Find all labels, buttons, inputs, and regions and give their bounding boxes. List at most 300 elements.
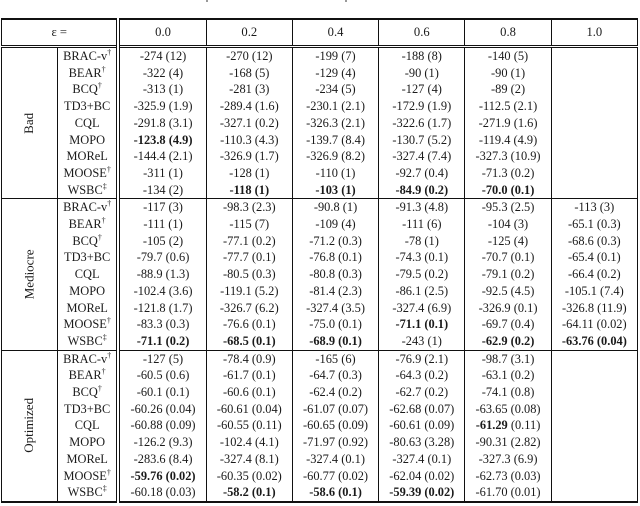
value-text: -326.8 (11.9) (562, 300, 627, 315)
value-text: -69.7 (0.4) (481, 317, 535, 332)
value-text: -62.73 (0.03) (475, 468, 541, 483)
method-name: BCQ (72, 82, 98, 97)
table-row (2, 401, 638, 418)
value-text: -111 (1) (143, 217, 183, 232)
value-cell (118, 65, 206, 82)
method-cell (57, 283, 118, 300)
value-text: -327.4 (0.1) (392, 451, 452, 466)
value-cell (379, 333, 465, 350)
method-footnote-mark: ‡ (102, 332, 107, 342)
value-cell (118, 132, 206, 149)
value-text: -325.9 (1.9) (133, 99, 193, 114)
table-row (2, 216, 638, 233)
method-name: BRAC-v (63, 351, 108, 366)
method-footnote-mark: † (97, 384, 102, 394)
value-cell (465, 451, 551, 468)
value-text: -81.4 (2.3) (309, 283, 362, 298)
value-cell (118, 350, 206, 367)
method-name: BCQ (72, 233, 98, 248)
value-text: -326.9 (1.7) (219, 149, 279, 164)
table-row (2, 182, 638, 199)
best-value: -68.5 (0.1) (222, 333, 276, 348)
method-cell (57, 367, 118, 384)
value-cell (465, 199, 551, 216)
value-text: -92.5 (4.5) (481, 283, 535, 298)
value-cell (118, 300, 206, 317)
value-text: -79.1 (0.2) (481, 267, 535, 282)
value-cell (465, 401, 551, 418)
value-text: -79.5 (0.2) (395, 267, 449, 282)
value-text: -270 (12) (226, 49, 273, 63)
value-cell (379, 468, 465, 485)
value-cell (379, 148, 465, 165)
value-cell (465, 65, 551, 82)
value-text: -127 (4) (401, 82, 442, 97)
group-label-mediocre (2, 199, 58, 350)
value-cell (118, 384, 206, 401)
value-text: -105 (2) (142, 233, 184, 248)
value-cell (206, 266, 292, 283)
value-text: -60.35 (0.02) (216, 468, 282, 483)
value-text: -134 (2) (142, 182, 184, 197)
value-cell (292, 350, 378, 367)
group-label-optimized (2, 350, 58, 502)
value-text: -62.68 (0.07) (389, 401, 455, 416)
value-cell (118, 249, 206, 266)
value-cell (206, 199, 292, 216)
value-cell (206, 98, 292, 115)
method-name: BCQ (72, 385, 98, 400)
value-cell (118, 451, 206, 468)
value-cell (465, 384, 551, 401)
value-text: -110 (1) (315, 165, 356, 180)
value-text: -89 (2) (491, 82, 526, 97)
value-text: -283.6 (8.4) (133, 451, 193, 466)
value-text: -327.3 (10.9) (475, 149, 541, 164)
value-text: -75.0 (0.1) (309, 317, 362, 332)
value-text: -62.7 (0.2) (395, 385, 449, 400)
value-text: -128 (1) (229, 165, 270, 180)
table-row (2, 98, 638, 115)
col-header-0.8: 0.8 (465, 19, 551, 47)
method-name: WSBC (67, 485, 103, 500)
value-text: -71.3 (0.2) (481, 165, 535, 180)
value-cell (379, 451, 465, 468)
best-value: -59.76 (0.02) (130, 468, 196, 483)
value-cell (118, 333, 206, 350)
table-row (2, 266, 638, 283)
value-text: -327.4 (8.1) (219, 451, 279, 466)
method-cell (57, 266, 118, 283)
method-name: MOReL (66, 300, 108, 315)
value-text: -281 (3) (229, 82, 270, 97)
value-cell (118, 115, 206, 132)
value-cell (206, 216, 292, 233)
method-name: MOOSE (63, 317, 107, 332)
value-cell (118, 401, 206, 418)
value-text: -274 (12) (139, 49, 187, 63)
table-row (2, 199, 638, 216)
value-cell (206, 283, 292, 300)
value-text: -199 (7) (315, 49, 356, 63)
method-footnote-mark: † (107, 350, 112, 360)
value-cell (465, 434, 551, 451)
value-cell (292, 266, 378, 283)
value-cell (379, 266, 465, 283)
value-text: -126.2 (9.3) (133, 435, 193, 450)
value-cell (292, 484, 378, 502)
table-row (2, 65, 638, 82)
value-cell (465, 182, 551, 199)
method-cell (57, 350, 118, 367)
best-value: -61.29 (475, 418, 508, 433)
value-cell (118, 148, 206, 165)
value-text: -289.4 (1.6) (219, 99, 279, 114)
value-text: -121.8 (1.7) (133, 300, 193, 315)
value-cell (292, 401, 378, 418)
method-cell (57, 47, 118, 65)
value-cell (292, 333, 378, 350)
table-row (2, 81, 638, 98)
value-cell (379, 350, 465, 367)
value-cell (465, 216, 551, 233)
value-cell (206, 148, 292, 165)
value-text: -68.6 (0.3) (568, 233, 621, 248)
value-cell (118, 266, 206, 283)
value-cell (206, 417, 292, 434)
best-value: -58.2 (0.1) (222, 485, 276, 500)
value-cell (292, 199, 378, 216)
value-cell (118, 98, 206, 115)
value-cell (118, 182, 206, 199)
method-footnote-mark: † (101, 216, 106, 226)
value-cell (465, 350, 551, 367)
value-cell (292, 283, 378, 300)
value-cell (118, 283, 206, 300)
value-cell (379, 98, 465, 115)
table-row (2, 300, 638, 317)
value-cell (206, 249, 292, 266)
value-cell (379, 316, 465, 333)
table-row (2, 367, 638, 384)
value-cell (292, 451, 378, 468)
method-cell (57, 434, 118, 451)
method-name: MOPO (69, 283, 106, 298)
value-cell (206, 47, 292, 65)
value-text: -92.7 (0.4) (395, 165, 449, 180)
value-text: -60.6 (0.1) (222, 385, 276, 400)
value-text: -313 (1) (142, 82, 184, 97)
method-name: TD3+BC (64, 401, 111, 416)
value-text: -327.4 (7.4) (392, 149, 452, 164)
group-label-text: Mediocre (21, 249, 37, 300)
value-text: -115 (7) (229, 217, 270, 232)
value-text: -74.3 (0.1) (395, 250, 449, 265)
method-cell (57, 401, 118, 418)
value-text: -60.5 (0.6) (136, 368, 190, 383)
table-row (2, 148, 638, 165)
value-text: -109 (4) (315, 217, 356, 232)
value-text: -125 (4) (487, 233, 529, 248)
value-cell (206, 384, 292, 401)
method-name: CQL (74, 267, 100, 282)
value-cell (118, 417, 206, 434)
value-text: -83.3 (0.3) (136, 317, 190, 332)
results-body (2, 47, 638, 502)
method-cell (57, 182, 118, 199)
value-cell (551, 216, 637, 233)
value-cell (465, 165, 551, 182)
value-text: -327.4 (6.9) (392, 300, 452, 315)
value-cell (292, 316, 378, 333)
value-cell (292, 65, 378, 82)
method-footnote-mark: ‡ (102, 181, 107, 191)
value-text: -326.3 (2.1) (306, 115, 365, 130)
value-cell (551, 333, 637, 350)
value-cell (379, 115, 465, 132)
value-cell (465, 115, 551, 132)
method-name: WSBC (67, 333, 103, 348)
value-cell (292, 132, 378, 149)
value-cell (465, 300, 551, 317)
value-cell (379, 165, 465, 182)
value-text: -105.1 (7.4) (564, 283, 624, 298)
value-text: -77.7 (0.1) (222, 250, 276, 265)
value-cell (465, 316, 551, 333)
value-cell (292, 367, 378, 384)
value-text: -76.9 (2.1) (395, 351, 449, 366)
value-text: -61.70 (0.01) (475, 485, 541, 500)
value-cell (379, 417, 465, 434)
value-cell (465, 81, 551, 98)
value-cell (551, 199, 637, 216)
value-cell (206, 451, 292, 468)
value-text: -64.3 (0.2) (395, 368, 449, 383)
col-header-0.2: 0.2 (206, 19, 292, 47)
results-table (1, 18, 638, 503)
value-cell (379, 300, 465, 317)
value-cell (465, 98, 551, 115)
value-text: -327.4 (3.5) (306, 300, 365, 315)
value-text: -63.1 (0.2) (481, 368, 535, 383)
value-text: -326.7 (6.2) (219, 300, 279, 315)
method-cell (57, 81, 118, 98)
value-text: -63.65 (0.08) (475, 401, 541, 416)
method-cell (57, 233, 118, 250)
value-cell (118, 316, 206, 333)
value-cell (379, 65, 465, 82)
value-text: -90 (1) (491, 65, 526, 80)
value-text: -66.4 (0.2) (568, 267, 621, 282)
value-cell (118, 216, 206, 233)
table-row (2, 115, 638, 132)
value-cell (206, 401, 292, 418)
value-text: -139.7 (8.4) (306, 132, 365, 147)
value-text: -127 (5) (142, 351, 184, 366)
value-text: -113 (3) (574, 200, 615, 215)
group-label-bad (2, 47, 58, 199)
value-text: -140 (5) (487, 49, 529, 63)
value-text: -78.4 (0.9) (222, 351, 276, 366)
value-text: -230.1 (2.1) (306, 99, 365, 114)
value-text: -112.5 (2.1) (478, 99, 538, 114)
value-text: -77.1 (0.2) (222, 233, 276, 248)
method-cell (57, 384, 118, 401)
value-text: -62.4 (0.2) (309, 385, 362, 400)
value-cell (206, 81, 292, 98)
value-text: -327.4 (0.1) (306, 451, 365, 466)
method-cell (57, 165, 118, 182)
method-name: MOOSE (63, 468, 107, 483)
value-cell (465, 233, 551, 250)
best-value: -63.76 (0.04) (561, 333, 627, 348)
value-cell (465, 249, 551, 266)
table-row (2, 468, 638, 485)
value-cell (551, 233, 637, 250)
value-cell (379, 384, 465, 401)
method-cell (57, 65, 118, 82)
value-cell (292, 300, 378, 317)
value-cell (465, 367, 551, 384)
value-text: -188 (8) (401, 49, 442, 63)
value-cell (292, 148, 378, 165)
method-name: CQL (74, 115, 100, 130)
value-text: -129 (4) (315, 65, 356, 80)
value-cell (465, 132, 551, 149)
method-cell (57, 468, 118, 485)
value-text: -65.1 (0.3) (568, 217, 621, 232)
value-cell (292, 216, 378, 233)
method-cell (57, 484, 118, 502)
method-name: BEAR (68, 65, 102, 80)
value-text: -98.3 (2.3) (222, 200, 276, 215)
method-cell (57, 417, 118, 434)
method-footnote-mark: ‡ (102, 484, 107, 494)
value-cell (379, 401, 465, 418)
value-text: -61.07 (0.07) (303, 401, 369, 416)
best-value: -58.6 (0.1) (309, 485, 362, 500)
method-name: BEAR (68, 217, 102, 232)
best-value: -84.9 (0.2) (395, 182, 449, 197)
value-cell (206, 484, 292, 502)
table-row (2, 233, 638, 250)
value-text: -291.8 (3.1) (133, 115, 193, 130)
value-text: -60.61 (0.04) (216, 401, 282, 416)
method-name: BRAC-v (63, 200, 108, 215)
value-text: -65.4 (0.1) (568, 250, 621, 265)
value-cell (465, 283, 551, 300)
method-cell (57, 199, 118, 216)
header-row (2, 19, 638, 47)
value-cell (118, 484, 206, 502)
value-text: -60.77 (0.02) (303, 468, 369, 483)
table-row (2, 417, 638, 434)
table-row (2, 333, 638, 350)
value-text: -90 (1) (404, 65, 439, 80)
value-text: -119.4 (4.9) (478, 132, 538, 147)
value-cell (206, 132, 292, 149)
value-text: -102.4 (3.6) (133, 283, 193, 298)
value-text: -71.97 (0.92) (303, 435, 369, 450)
best-value: -71.1 (0.2) (136, 333, 190, 348)
value-text: -76.6 (0.1) (222, 317, 276, 332)
method-name: MOReL (66, 451, 108, 466)
value-cell (206, 233, 292, 250)
value-cell (206, 434, 292, 451)
value-cell (379, 434, 465, 451)
value-cell (379, 132, 465, 149)
col-header-0.6: 0.6 (379, 19, 465, 47)
value-std: (0.11) (507, 418, 541, 433)
group-label-text: Bad (21, 112, 37, 134)
value-cell (465, 148, 551, 165)
table-row (2, 132, 638, 149)
value-cell (206, 316, 292, 333)
method-footnote-mark: † (106, 164, 111, 174)
best-value: -59.39 (0.02) (389, 485, 455, 500)
value-cell (206, 65, 292, 82)
value-cell (379, 283, 465, 300)
value-text: -90.8 (1) (313, 200, 358, 215)
value-cell (118, 47, 206, 65)
value-cell (118, 434, 206, 451)
value-cell (551, 266, 637, 283)
value-cell (118, 81, 206, 98)
value-text: -91.3 (4.8) (395, 200, 449, 215)
value-text: -130.7 (5.2) (392, 132, 452, 147)
method-name: MOPO (69, 435, 106, 450)
value-text: -98.7 (3.1) (481, 351, 535, 366)
value-text: -78 (1) (404, 233, 439, 248)
col-header-0.4: 0.4 (292, 19, 378, 47)
method-name: BRAC-v (63, 49, 108, 63)
value-text: -326.9 (0.1) (478, 300, 538, 315)
table-row (2, 316, 638, 333)
value-cell (206, 468, 292, 485)
best-value: -68.9 (0.1) (309, 333, 362, 348)
value-cell (206, 367, 292, 384)
method-footnote-mark: † (97, 81, 102, 91)
table-row (2, 283, 638, 300)
value-text: -95.3 (2.5) (481, 200, 535, 215)
value-text: -60.26 (0.04) (130, 401, 196, 416)
value-cell (551, 316, 637, 333)
value-text: -168 (5) (229, 65, 270, 80)
value-text: -322.6 (1.7) (392, 115, 452, 130)
value-text: -60.55 (0.11) (217, 418, 282, 433)
value-text: -76.8 (0.1) (309, 250, 362, 265)
value-text: -64.7 (0.3) (309, 368, 362, 383)
value-cell (292, 384, 378, 401)
method-cell (57, 451, 118, 468)
value-text: -62.04 (0.02) (389, 468, 455, 483)
value-cell (206, 300, 292, 317)
value-text: -117 (3) (143, 200, 183, 215)
value-text: -104 (3) (487, 217, 529, 232)
group-label-text: Optimized (21, 398, 37, 454)
value-cell (292, 81, 378, 98)
method-cell (57, 300, 118, 317)
method-name: WSBC (67, 182, 103, 197)
value-text: -322 (4) (142, 65, 184, 80)
table-row (2, 384, 638, 401)
table-row (2, 451, 638, 468)
method-cell (57, 333, 118, 350)
method-cell (57, 98, 118, 115)
top-crop-mark-right (345, 0, 347, 2)
value-cell (206, 333, 292, 350)
best-value: -70.0 (0.1) (481, 182, 535, 197)
